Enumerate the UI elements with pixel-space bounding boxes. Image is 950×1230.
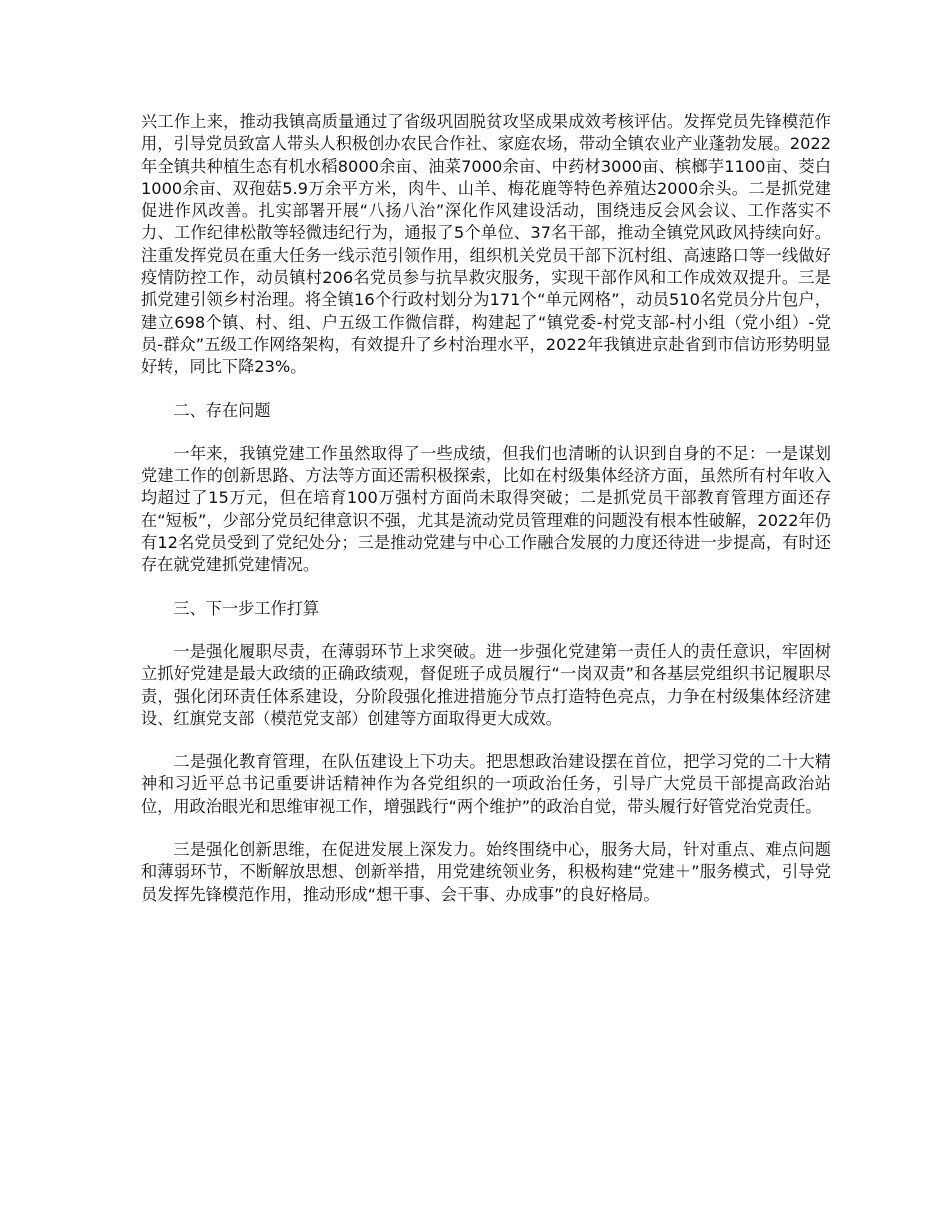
paragraph-next-step-3: 三是强化创新思维，在促进发展上深发力。始终围绕中心，服务大局，针对重点、难点问题和薄弱环节，不断解放思想、创新举措，用党建统领业务，积极构建“党建＋”服务模式，引导党员发挥先锋模范作用，推动形成“想干事、会干事、办成事”的良好格局。 xyxy=(141,840,831,904)
paragraph-next-step-1: 一是强化履职尽责，在薄弱环节上求突破。进一步强化党建第一责任人的责任意识，牢固树立抓好党建是最大政绩的正确政绩观，督促班子成员履行“一岗双责”和各基层党组织书记履职尽责，强化闭环责任体系建设，分阶段强化推进措施分节点打造特色亮点，力争在村级集体经济建设、红旗党支部（模范党支部）创建等方面取得更大成效。 xyxy=(141,641,831,728)
document-page xyxy=(141,111,831,927)
section-heading-next-steps: 三、下一步工作打算 xyxy=(173,598,320,618)
paragraph-continuation: 兴工作上来，推动我镇高质量通过了省级巩固脱贫攻坚成果成效考核评估。发挥党员先锋模范作用，引导党员致富人带头人积极创办农民合作社、家庭农场，带动全镇农业产业蓬勃发展。2022年全镇共种植生态有机水稻8000余亩、油菜7000余亩、中药材3000亩、槟榔芋1100亩、茭白1000余亩、双孢菇5.9万余平方米，肉牛、山羊、梅花鹿等特色养殖达2000余头。二是抓党建促进作风改善。扎实部署开展“八扬八治”深化作风建设活动，围绕违反会风会议、工作落实不力、工作纪律松散等轻微违纪行为，通报了5个单位、37名干部，推动全镇党风政风持续向好。注重发挥党员在重大任务一线示范引领作用，组织机关党员干部下沉村组、高速路口等一线做好疫情防控工作，动员镇村206名党员参与抗旱救灾服务，实现干部作风和工作成效双提升。三是抓党建引领乡村治理。将全镇16个行政村划分为171个“单元网格”，动员510名党员分片包户，建立698个镇、村、组、户五级工作微信群，构建起了“镇党委-村党支部-村小组（党小组）-党员-群众”五级工作网络架构，有效提升了乡村治理水平，2022年我镇进京赴省到市信访形势明显好转，同比下降23%。 xyxy=(141,112,831,377)
paragraph-problems: 一年来，我镇党建工作虽然取得了一些成绩，但我们也清晰的认识到自身的不足：一是谋划党建工作的创新思路、方法等方面还需积极探索，比如在村级集体经济方面，虽然所有村年收入均超过了15万元，但在培育100万强村方面尚未取得突破；二是抓党员干部教育管理方面还存在“短板”，少部分党员纪律意识不强，尤其是流动党员管理难的问题没有根本性破解，2022年仍有12名党员受到了党纪处分；三是推动党建与中心工作融合发展的力度还待进一步提高，有时还存在就党建抓党建情况。 xyxy=(141,443,831,575)
paragraph-next-step-2: 二是强化教育管理，在队伍建设上下功夫。把思想政治建设摆在首位，把学习党的二十大精神和习近平总书记重要讲话精神作为各党组织的一项政治任务，引导广大党员干部提高政治站位，用政治眼光和思维审视工作，增强践行“两个维护”的政治自觉，带头履行好管党治党责任。 xyxy=(141,752,831,816)
section-heading-problems: 二、存在问题 xyxy=(173,400,271,420)
